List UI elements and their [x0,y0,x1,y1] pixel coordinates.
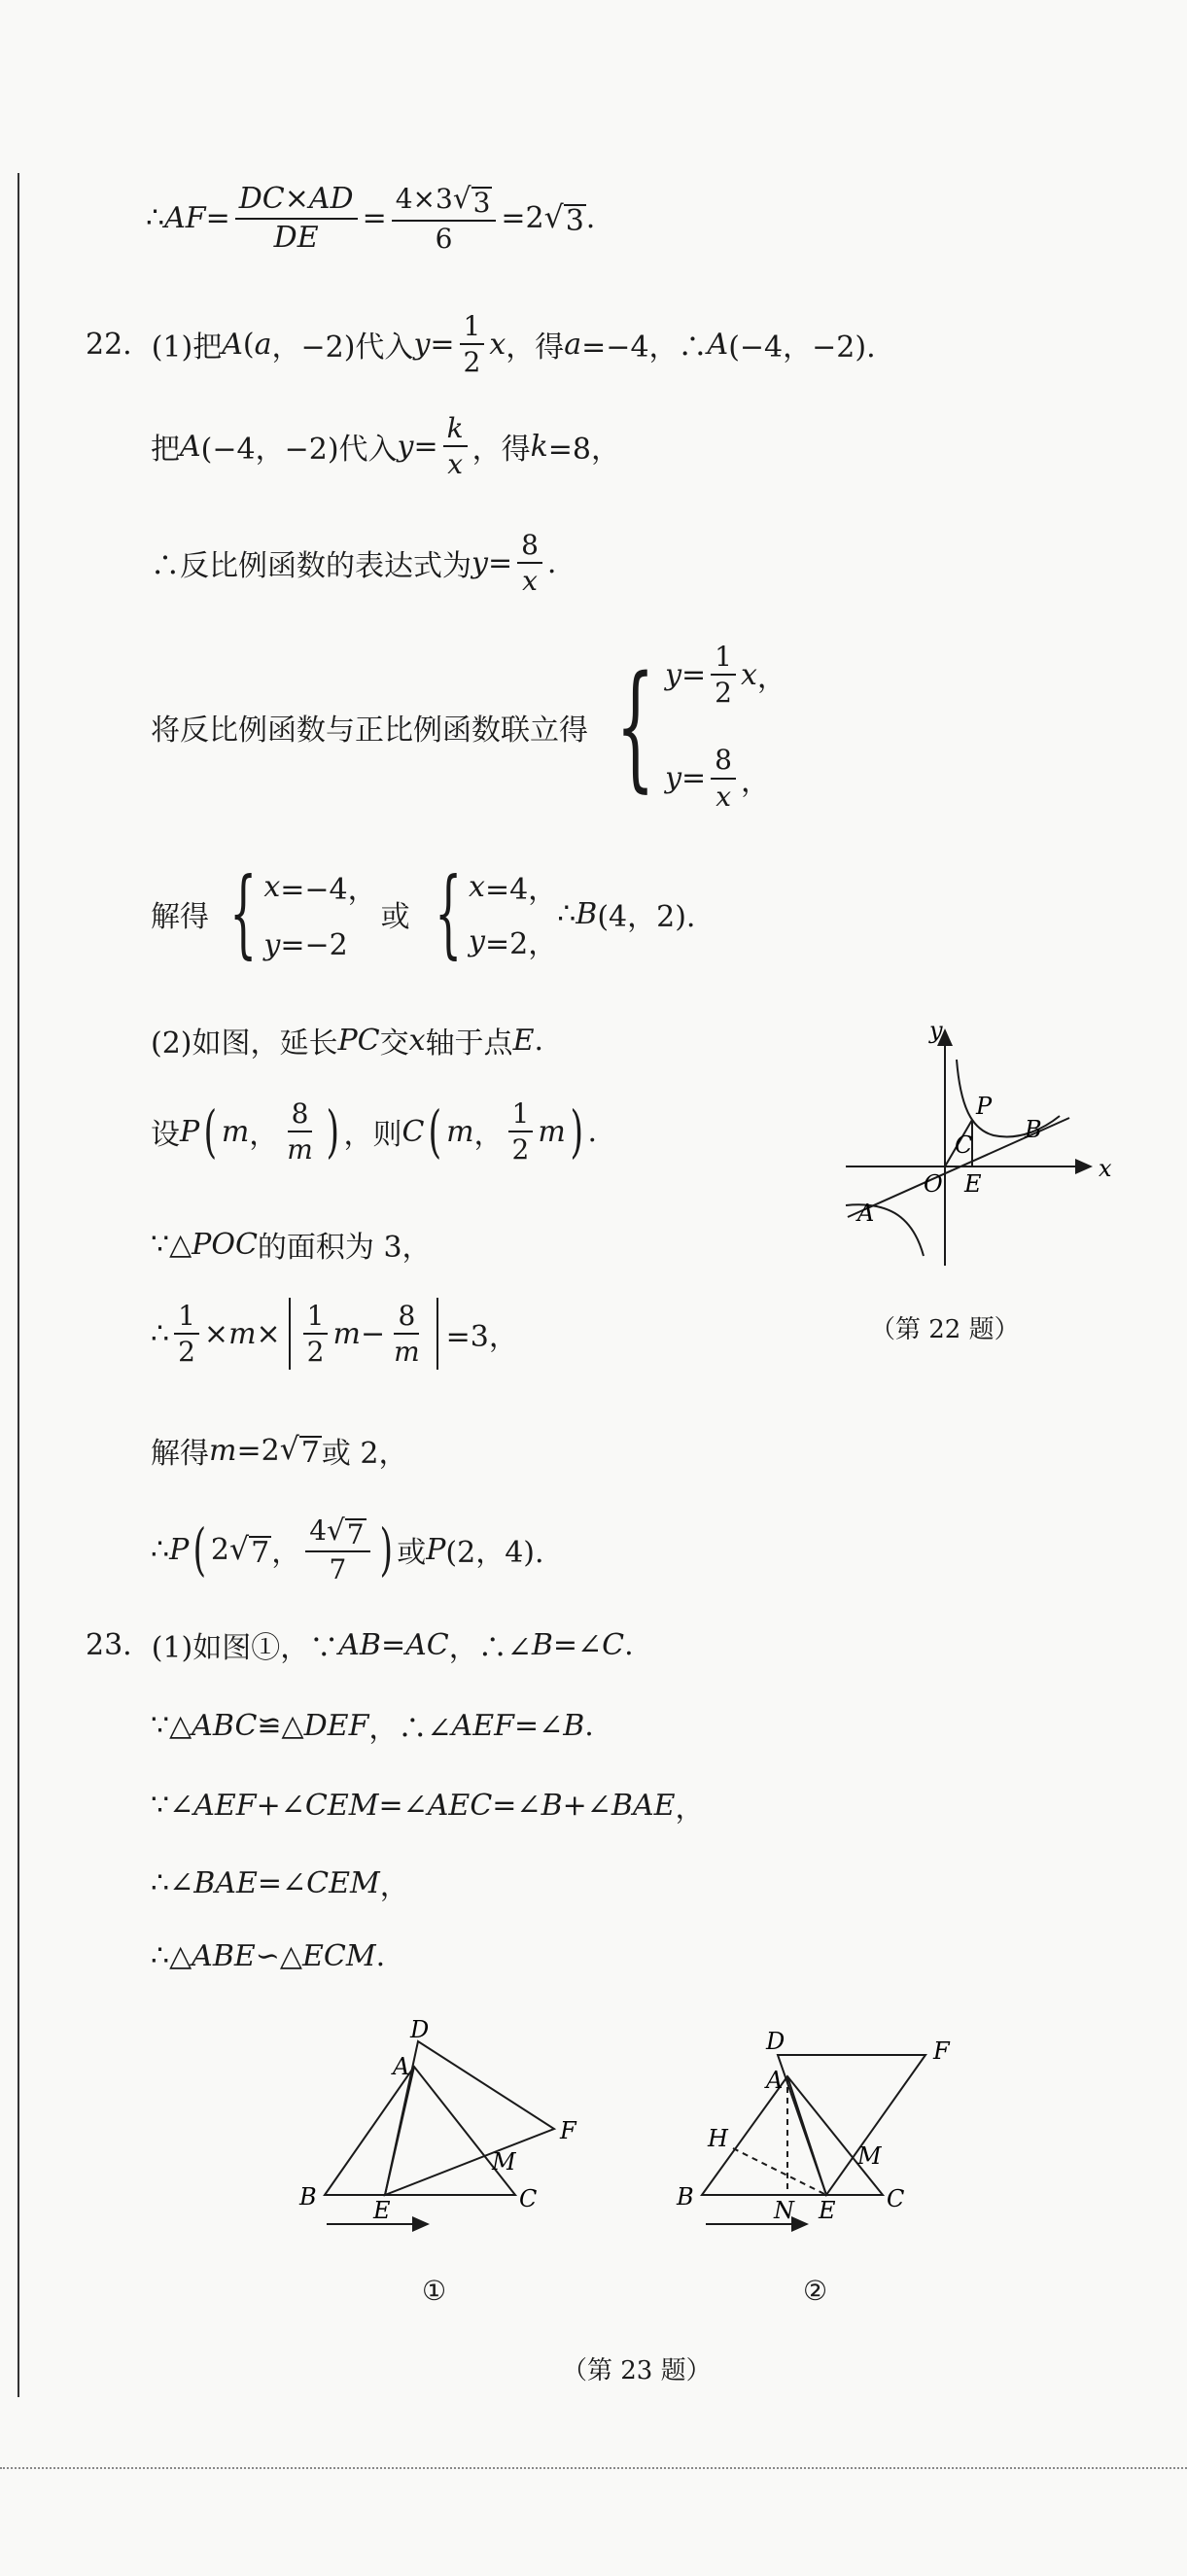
label-d: D [410,2020,430,2043]
label-b: B [677,2183,694,2210]
q23-line-5: ∴△ ABE ∽△ ECM . [151,1939,386,1973]
left-margin-rule [17,173,19,2397]
q22-line-5: 解得 { x =−4， y =−2 或 { x =4， y =2， ∴ B (4，2). [151,858,696,969]
q22-line-6: (2)如图，延长 PC 交 x 轴于点 E . [151,1023,544,1061]
label-a: A [393,2053,410,2080]
left-brace: { [229,858,258,969]
label-x: x [1099,1155,1112,1182]
question-number: 22. [86,327,132,362]
q22-line-9: ∴ $\frac{1}{2}$ × m × $\frac{1}{2}$ m − $\frac{8}{m}$ =3， [151,1299,518,1368]
left-brace: { [615,646,655,806]
fraction-8-over-x: $\frac{8}{x}$ [517,530,542,597]
sqrt-sign: √ 3 [543,199,584,238]
figure-23-label-2: ② [803,2275,828,2307]
label-c: C [519,2185,538,2212]
figure-23-1 [292,2020,603,2244]
triangle-def [778,2055,925,2195]
sqrt-sign: √ 3 [452,182,491,220]
q22-line-11: ∴ P ( 2 √ 7 ， 4 √ 7 7 ) 或 P (2，4). [151,1514,544,1586]
label-h: H [708,2125,728,2152]
q23-line-3: ∵∠ AEF +∠ CEM =∠ AEC =∠ B +∠ BAE ， [151,1788,705,1826]
q22-line-2: 把 A (−4，−2)代入 y = $\frac{k}{x}$ ，得 k =8， [151,412,621,481]
label-e: E [964,1170,982,1198]
label-d: D [766,2028,786,2055]
left-brace: { [434,858,462,969]
fraction-k-over-x: $\frac{k}{x}$ [443,413,468,480]
q22-line-1: 22. (1)把 A ( a ，−2)代入 y = $\frac{1}{2}$ x ，得 a =−4，∴ A (−4，−2). [86,310,876,379]
label-a: A [766,2067,784,2094]
figure-23-caption: （第 23 题） [562,2356,712,2385]
sqrt-sign: √ 7 [229,1531,270,1570]
solution-system-1: { x =−4， y =−2 [229,858,377,969]
fraction-dc-ad-over-de: $\frac{DC\times AD}{DE}$ [235,183,358,254]
bottom-dotted-divider [0,2467,1187,2469]
q22-line-7: 设 P ( m ， $\frac{8}{m}$ ) ，则 C ( m ， $\frac{1}{2}$ m ) . [151,1097,598,1166]
label-c: C [955,1131,973,1159]
question-number: 23. [86,1627,132,1662]
q21-conclusion: ∴ AF = $\frac{DC\times AD}{DE}$ = 4×3 √ 3 6 =2 √ 3 . [146,182,596,255]
label-b: B [299,2183,317,2210]
label-f: F [560,2117,576,2144]
q22-line-8: ∵△ POC 的面积为 3， [151,1227,432,1265]
figure-22-graph [836,1011,1128,1283]
q22-line-10: 解得 m =2 √ 7 或 2， [151,1432,408,1471]
absolute-value-bar [436,1298,438,1370]
sqrt-sign: √ 7 [279,1432,320,1471]
label-o: O [924,1170,943,1198]
label-m: M [857,2142,882,2170]
label-c: C [887,2185,905,2212]
fraction-4x3sqrt3-over-6: 4×3 √ 3 6 [392,183,497,254]
therefore-symbol: ∴ [146,201,165,236]
label-y: y [929,1017,943,1044]
q23-line-4: ∴∠ BAE =∠ CEM ， [151,1865,409,1903]
label-a: A [857,1200,875,1227]
segment-ae [787,2076,826,2195]
triangle-def [385,2041,554,2195]
q23-line-1: 23. (1)如图①，∵ AB = AC ，∴∠ B =∠ C . [86,1627,634,1665]
label-f: F [933,2037,950,2065]
label-b: B [1025,1116,1042,1143]
solution-system-2: { x =4， y =2， [434,858,558,969]
q22-line-3: ∴反比例函数的表达式为 y = $\frac{8}{x}$ . [151,529,557,598]
figure-23-2 [671,2020,982,2244]
figure-23-label-1: ① [422,2275,447,2307]
q23-line-2: ∵△ ABC ≌△ DEF ，∴∠ AEF =∠ B . [151,1708,594,1746]
fraction-one-half: $\frac{1}{2}$ [460,311,485,378]
label-n: N [774,2197,794,2224]
label-e: E [373,2197,391,2224]
label-p: P [976,1093,993,1120]
equation-system: { y = $\frac{1}{2}$ x ， y = $\frac{8}{x}$ ， [615,641,786,813]
absolute-value-bar [289,1298,291,1370]
q22-line-4: 将反比例函数与正比例函数联立得 { y = $\frac{1}{2}$ x ， y = $\frac{8}{x}$ ， [151,641,786,813]
label-e: E [819,2197,836,2224]
label-m: M [492,2148,516,2176]
figure-22-caption: （第 22 题） [870,1315,1020,1344]
